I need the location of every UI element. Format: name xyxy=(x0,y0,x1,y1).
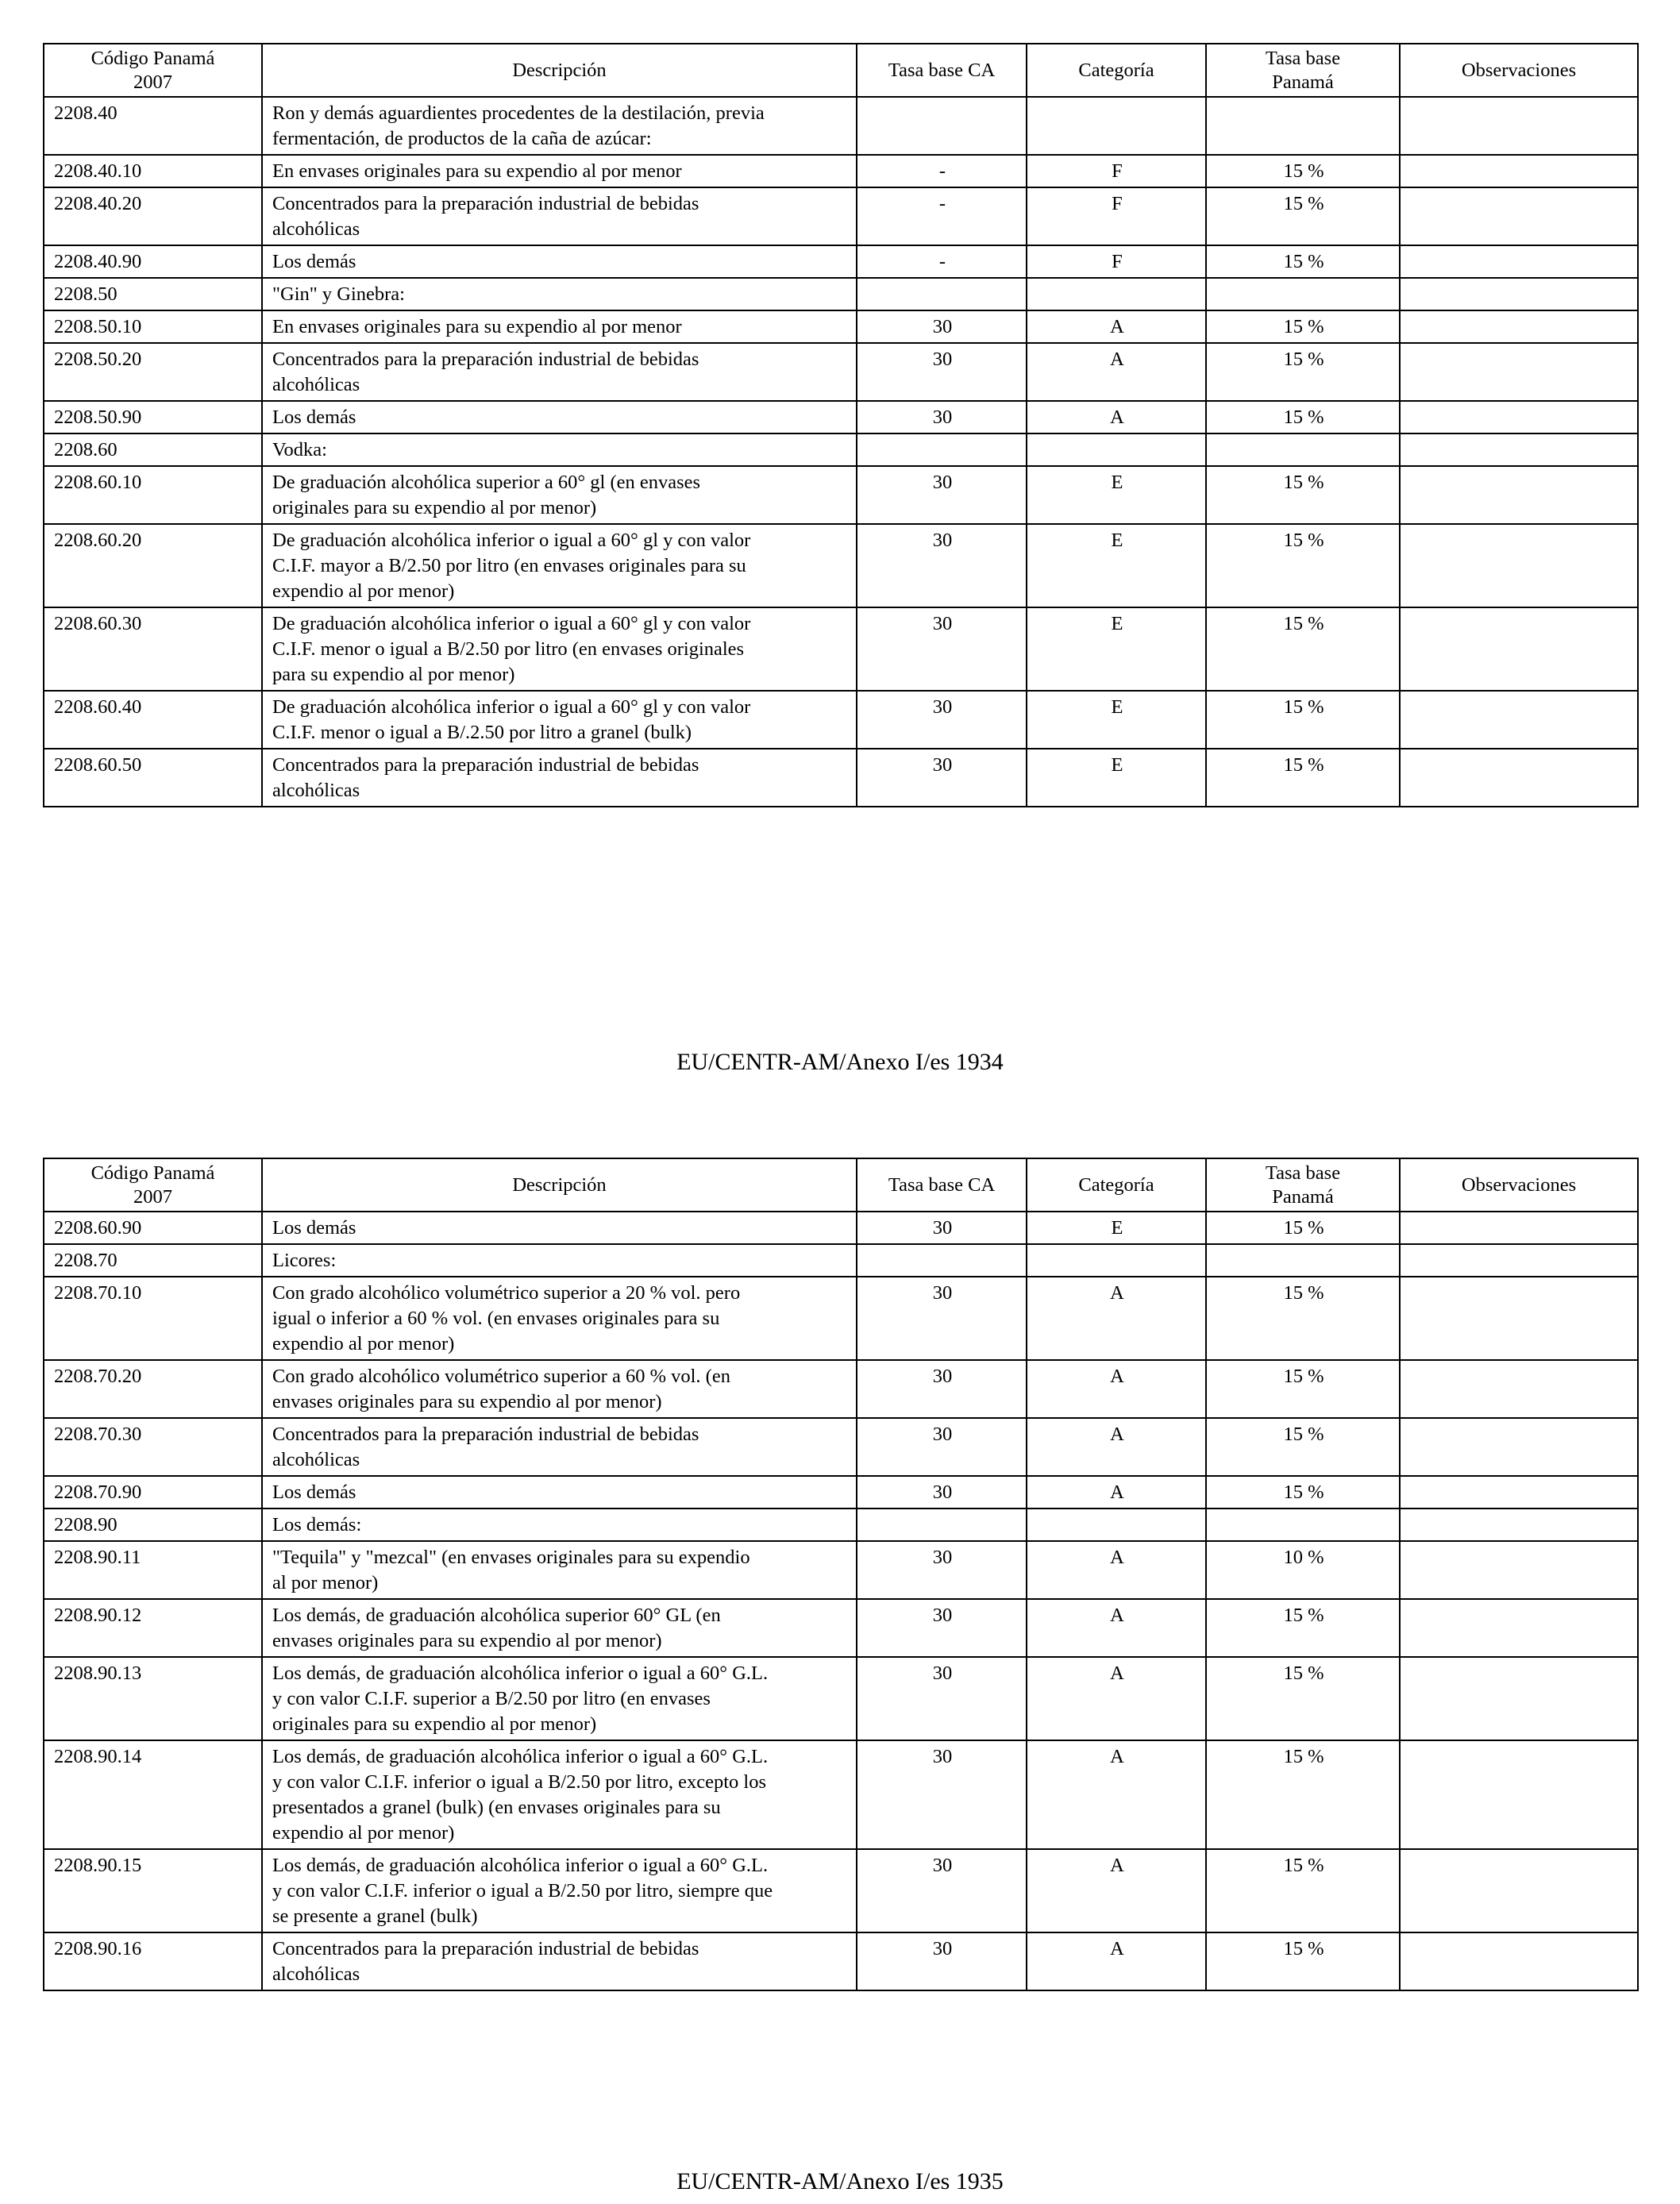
cell-description: Los demás, de graduación alcohólica superior 60° GL (en envases originales para su expendio al por menor) xyxy=(262,1599,857,1657)
header-code: Código Panamá 2007 xyxy=(44,44,262,97)
cell-description: Los demás, de graduación alcohólica inferior o igual a 60° G.L. y con valor C.I.F. inferior o igual a B/2.50 por litro, excepto los presentados a granel (bulk) (en envases originales para su expendio al por menor) xyxy=(262,1740,857,1849)
cell-rate-panama: 15 % xyxy=(1206,401,1400,433)
table-row xyxy=(44,1476,1638,1509)
cell-observations xyxy=(1400,401,1638,433)
cell-description: Con grado alcohólico volumétrico superior a 20 % vol. pero igual o inferior a 60 % vol. (en envases originales para su expendio al por menor) xyxy=(262,1277,857,1360)
cell-category: A xyxy=(1027,1599,1206,1657)
cell-category: F xyxy=(1027,155,1206,187)
cell-code: 2208.40.10 xyxy=(44,155,262,187)
cell-rate-panama: 15 % xyxy=(1206,607,1400,691)
cell-description: "Gin" y Ginebra: xyxy=(262,278,857,310)
cell-code: 2208.40.90 xyxy=(44,245,262,278)
cell-category: F xyxy=(1027,245,1206,278)
cell-rate-panama xyxy=(1206,278,1400,310)
cell-rate-panama: 15 % xyxy=(1206,1657,1400,1740)
cell-rate-ca: 30 xyxy=(857,1418,1027,1476)
table-row xyxy=(44,97,1638,155)
cell-category: A xyxy=(1027,1932,1206,1990)
cell-code: 2208.90.13 xyxy=(44,1657,262,1740)
header-rate-panama: Tasa base Panamá xyxy=(1206,1158,1400,1212)
cell-category xyxy=(1027,1244,1206,1277)
header-description: Descripción xyxy=(262,1158,857,1212)
cell-observations xyxy=(1400,1418,1638,1476)
cell-description: Con grado alcohólico volumétrico superior a 60 % vol. (en envases originales para su expendio al por menor) xyxy=(262,1360,857,1418)
header-rate-panama: Tasa base Panamá xyxy=(1206,44,1400,97)
cell-rate-ca xyxy=(857,1244,1027,1277)
cell-category: E xyxy=(1027,524,1206,607)
table-row xyxy=(44,401,1638,433)
cell-code: 2208.50.20 xyxy=(44,343,262,401)
cell-rate-ca: 30 xyxy=(857,749,1027,807)
cell-observations xyxy=(1400,1541,1638,1599)
cell-description: Vodka: xyxy=(262,433,857,466)
cell-observations xyxy=(1400,278,1638,310)
cell-rate-panama: 15 % xyxy=(1206,245,1400,278)
cell-code: 2208.40.20 xyxy=(44,187,262,245)
table-row xyxy=(44,466,1638,524)
cell-observations xyxy=(1400,1360,1638,1418)
cell-code: 2208.50.10 xyxy=(44,310,262,343)
table-row xyxy=(44,278,1638,310)
cell-category: A xyxy=(1027,1740,1206,1849)
table-row xyxy=(44,1360,1638,1418)
cell-rate-ca xyxy=(857,1509,1027,1541)
cell-description: Los demás xyxy=(262,401,857,433)
cell-code: 2208.90.14 xyxy=(44,1740,262,1849)
cell-observations xyxy=(1400,1932,1638,1990)
cell-rate-ca: 30 xyxy=(857,1360,1027,1418)
cell-rate-panama: 15 % xyxy=(1206,1740,1400,1849)
cell-description: De graduación alcohólica inferior o igual a 60° gl y con valor C.I.F. menor o igual a B/2.50 por litro (en envases originales para su expendio al por menor) xyxy=(262,607,857,691)
cell-description: Concentrados para la preparación industrial de bebidas alcohólicas xyxy=(262,187,857,245)
cell-rate-panama: 15 % xyxy=(1206,343,1400,401)
cell-description: Los demás, de graduación alcohólica inferior o igual a 60° G.L. y con valor C.I.F. inferior o igual a B/2.50 por litro, siempre que se presente a granel (bulk) xyxy=(262,1849,857,1932)
cell-category xyxy=(1027,278,1206,310)
cell-rate-ca: 30 xyxy=(857,1476,1027,1509)
header-category: Categoría xyxy=(1027,44,1206,97)
cell-description: Concentrados para la preparación industrial de bebidas alcohólicas xyxy=(262,1418,857,1476)
cell-observations xyxy=(1400,1277,1638,1360)
cell-observations xyxy=(1400,155,1638,187)
cell-rate-panama: 15 % xyxy=(1206,1277,1400,1360)
cell-code: 2208.60.10 xyxy=(44,466,262,524)
cell-rate-panama xyxy=(1206,433,1400,466)
table-row xyxy=(44,1244,1638,1277)
cell-rate-ca: - xyxy=(857,187,1027,245)
header-description: Descripción xyxy=(262,44,857,97)
cell-observations xyxy=(1400,1849,1638,1932)
tariff-table-1 xyxy=(43,43,1639,807)
cell-rate-panama: 15 % xyxy=(1206,310,1400,343)
cell-rate-panama: 15 % xyxy=(1206,187,1400,245)
table-row xyxy=(44,1277,1638,1360)
cell-code: 2208.60.20 xyxy=(44,524,262,607)
table-row xyxy=(44,1509,1638,1541)
header-rate-ca: Tasa base CA xyxy=(857,1158,1027,1212)
cell-observations xyxy=(1400,97,1638,155)
page-footer: EU/CENTR-AM/Anexo I/es 1935 xyxy=(676,2168,1004,2194)
cell-code: 2208.90.16 xyxy=(44,1932,262,1990)
cell-rate-ca: 30 xyxy=(857,343,1027,401)
table-row xyxy=(44,1740,1638,1849)
cell-category: E xyxy=(1027,749,1206,807)
cell-code: 2208.60.40 xyxy=(44,691,262,749)
cell-category: E xyxy=(1027,466,1206,524)
cell-category: A xyxy=(1027,310,1206,343)
cell-rate-panama: 15 % xyxy=(1206,1212,1400,1244)
cell-rate-panama: 15 % xyxy=(1206,155,1400,187)
cell-rate-ca: 30 xyxy=(857,1277,1027,1360)
cell-rate-ca: 30 xyxy=(857,1212,1027,1244)
cell-code: 2208.90 xyxy=(44,1509,262,1541)
table-row xyxy=(44,691,1638,749)
cell-rate-panama: 15 % xyxy=(1206,1360,1400,1418)
cell-rate-panama xyxy=(1206,97,1400,155)
cell-code: 2208.90.12 xyxy=(44,1599,262,1657)
cell-rate-ca: 30 xyxy=(857,1657,1027,1740)
cell-rate-ca: 30 xyxy=(857,466,1027,524)
cell-description: De graduación alcohólica inferior o igual a 60° gl y con valor C.I.F. menor o igual a B/.2.50 por litro a granel (bulk) xyxy=(262,691,857,749)
cell-rate-ca xyxy=(857,433,1027,466)
cell-observations xyxy=(1400,1476,1638,1509)
table-row xyxy=(44,607,1638,691)
header-code: Código Panamá 2007 xyxy=(44,1158,262,1212)
cell-category: A xyxy=(1027,1849,1206,1932)
cell-rate-panama: 15 % xyxy=(1206,524,1400,607)
cell-rate-panama: 15 % xyxy=(1206,691,1400,749)
cell-category: A xyxy=(1027,401,1206,433)
cell-observations xyxy=(1400,1599,1638,1657)
cell-category: F xyxy=(1027,187,1206,245)
cell-code: 2208.70 xyxy=(44,1244,262,1277)
cell-description: Ron y demás aguardientes procedentes de la destilación, previa fermentación, de productos de la caña de azúcar: xyxy=(262,97,857,155)
header-observations: Observaciones xyxy=(1400,44,1638,97)
cell-rate-panama: 15 % xyxy=(1206,1599,1400,1657)
cell-category xyxy=(1027,97,1206,155)
cell-observations xyxy=(1400,245,1638,278)
table-header-row xyxy=(44,44,1638,97)
cell-category: E xyxy=(1027,607,1206,691)
cell-description: Los demás: xyxy=(262,1509,857,1541)
cell-description: Los demás, de graduación alcohólica inferior o igual a 60° G.L. y con valor C.I.F. superior a B/2.50 por litro (en envases originales para su expendio al por menor) xyxy=(262,1657,857,1740)
cell-observations xyxy=(1400,433,1638,466)
cell-description: "Tequila" y "mezcal" (en envases originales para su expendio al por menor) xyxy=(262,1541,857,1599)
table-row xyxy=(44,1849,1638,1932)
table-row xyxy=(44,1418,1638,1476)
cell-category: A xyxy=(1027,1418,1206,1476)
cell-observations xyxy=(1400,524,1638,607)
cell-rate-ca: 30 xyxy=(857,1932,1027,1990)
cell-code: 2208.70.30 xyxy=(44,1418,262,1476)
cell-category: A xyxy=(1027,1476,1206,1509)
table-row xyxy=(44,1541,1638,1599)
cell-code: 2208.60.90 xyxy=(44,1212,262,1244)
table-row xyxy=(44,245,1638,278)
cell-rate-panama xyxy=(1206,1244,1400,1277)
cell-rate-panama: 15 % xyxy=(1206,1849,1400,1932)
cell-rate-ca: - xyxy=(857,245,1027,278)
cell-code: 2208.90.15 xyxy=(44,1849,262,1932)
table-row xyxy=(44,1599,1638,1657)
table-row xyxy=(44,155,1638,187)
cell-rate-panama xyxy=(1206,1509,1400,1541)
cell-observations xyxy=(1400,691,1638,749)
cell-code: 2208.60 xyxy=(44,433,262,466)
cell-description: De graduación alcohólica inferior o igual a 60° gl y con valor C.I.F. mayor a B/2.50 por litro (en envases originales para su expendio al por menor) xyxy=(262,524,857,607)
cell-observations xyxy=(1400,607,1638,691)
cell-description: Los demás xyxy=(262,245,857,278)
cell-category: A xyxy=(1027,1360,1206,1418)
cell-observations xyxy=(1400,1740,1638,1849)
table-body xyxy=(44,1212,1638,1990)
header-rate-ca: Tasa base CA xyxy=(857,44,1027,97)
cell-rate-ca: 30 xyxy=(857,1740,1027,1849)
header-category: Categoría xyxy=(1027,1158,1206,1212)
cell-rate-panama: 15 % xyxy=(1206,466,1400,524)
cell-description: Concentrados para la preparación industrial de bebidas alcohólicas xyxy=(262,343,857,401)
cell-rate-ca: 30 xyxy=(857,524,1027,607)
cell-description: De graduación alcohólica superior a 60° gl (en envases originales para su expendio al por menor) xyxy=(262,466,857,524)
cell-category: E xyxy=(1027,1212,1206,1244)
cell-code: 2208.60.50 xyxy=(44,749,262,807)
cell-description: En envases originales para su expendio al por menor xyxy=(262,155,857,187)
cell-rate-panama: 15 % xyxy=(1206,749,1400,807)
table-header-row xyxy=(44,1158,1638,1212)
table-row xyxy=(44,524,1638,607)
cell-code: 2208.60.30 xyxy=(44,607,262,691)
cell-rate-panama: 15 % xyxy=(1206,1932,1400,1990)
cell-observations xyxy=(1400,749,1638,807)
cell-code: 2208.70.90 xyxy=(44,1476,262,1509)
table-row xyxy=(44,343,1638,401)
cell-rate-panama: 10 % xyxy=(1206,1541,1400,1599)
cell-category xyxy=(1027,1509,1206,1541)
cell-description: Concentrados para la preparación industrial de bebidas alcohólicas xyxy=(262,1932,857,1990)
cell-rate-ca: 30 xyxy=(857,691,1027,749)
cell-rate-panama: 15 % xyxy=(1206,1476,1400,1509)
cell-observations xyxy=(1400,1657,1638,1740)
cell-observations xyxy=(1400,310,1638,343)
cell-category: A xyxy=(1027,1277,1206,1360)
cell-observations xyxy=(1400,343,1638,401)
cell-category: A xyxy=(1027,1541,1206,1599)
cell-code: 2208.50.90 xyxy=(44,401,262,433)
cell-rate-panama: 15 % xyxy=(1206,1418,1400,1476)
table-row xyxy=(44,310,1638,343)
cell-code: 2208.40 xyxy=(44,97,262,155)
table-row xyxy=(44,1932,1638,1990)
cell-rate-ca: 30 xyxy=(857,310,1027,343)
cell-observations xyxy=(1400,187,1638,245)
cell-description: En envases originales para su expendio al por menor xyxy=(262,310,857,343)
cell-observations xyxy=(1400,466,1638,524)
header-observations: Observaciones xyxy=(1400,1158,1638,1212)
cell-description: Los demás xyxy=(262,1476,857,1509)
page-footer: EU/CENTR-AM/Anexo I/es 1934 xyxy=(676,1049,1004,1075)
table-row xyxy=(44,1212,1638,1244)
table-row xyxy=(44,433,1638,466)
cell-code: 2208.90.11 xyxy=(44,1541,262,1599)
cell-rate-ca: 30 xyxy=(857,1541,1027,1599)
cell-description: Los demás xyxy=(262,1212,857,1244)
cell-rate-ca: 30 xyxy=(857,1599,1027,1657)
table-row xyxy=(44,749,1638,807)
cell-observations xyxy=(1400,1244,1638,1277)
cell-rate-ca xyxy=(857,278,1027,310)
table-body xyxy=(44,97,1638,807)
cell-code: 2208.70.20 xyxy=(44,1360,262,1418)
cell-rate-ca: - xyxy=(857,155,1027,187)
table-row xyxy=(44,1657,1638,1740)
cell-observations xyxy=(1400,1212,1638,1244)
cell-description: Concentrados para la preparación industrial de bebidas alcohólicas xyxy=(262,749,857,807)
cell-rate-ca: 30 xyxy=(857,607,1027,691)
cell-code: 2208.70.10 xyxy=(44,1277,262,1360)
cell-rate-ca: 30 xyxy=(857,1849,1027,1932)
cell-category: A xyxy=(1027,343,1206,401)
cell-rate-ca xyxy=(857,97,1027,155)
cell-description: Licores: xyxy=(262,1244,857,1277)
cell-code: 2208.50 xyxy=(44,278,262,310)
cell-category xyxy=(1027,433,1206,466)
cell-category: E xyxy=(1027,691,1206,749)
cell-observations xyxy=(1400,1509,1638,1541)
table-row xyxy=(44,187,1638,245)
cell-category: A xyxy=(1027,1657,1206,1740)
cell-rate-ca: 30 xyxy=(857,401,1027,433)
tariff-table-2 xyxy=(43,1158,1639,1991)
